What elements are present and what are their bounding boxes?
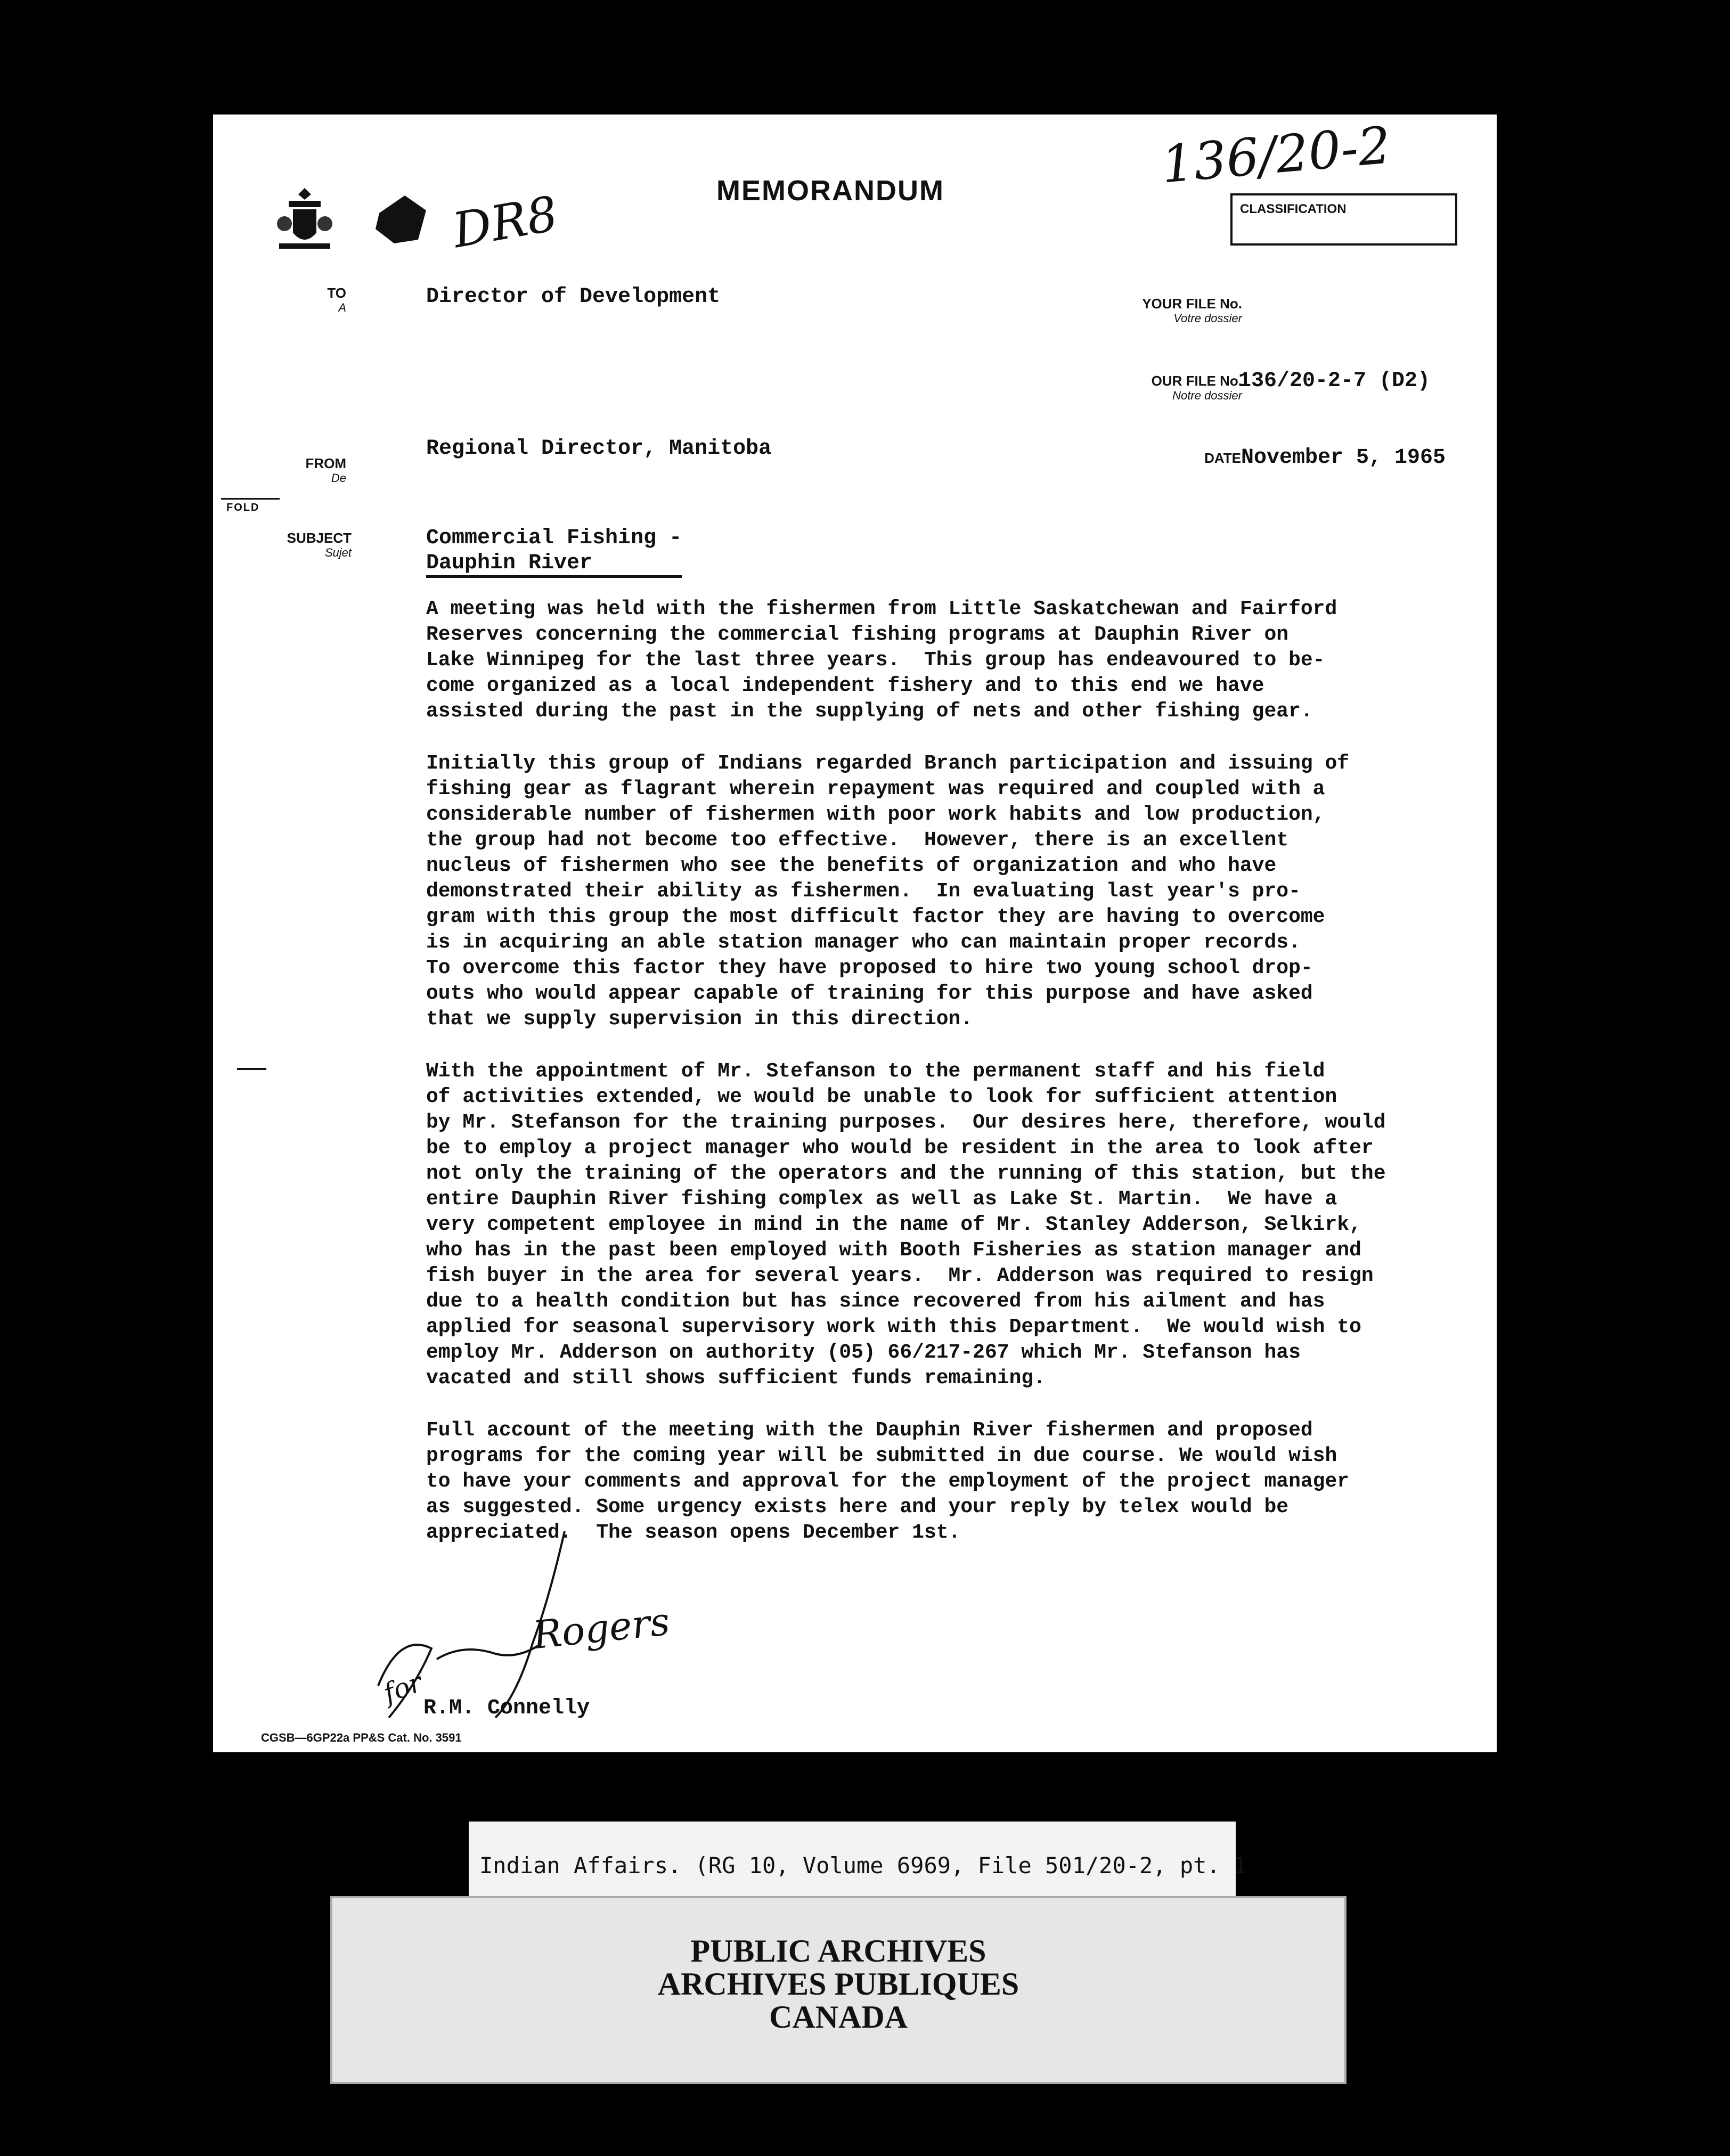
your-file-label-en: YOUR FILE No. bbox=[1142, 296, 1242, 312]
paragraph-1: A meeting was held with the fishermen from Little Saskatchewan and Fairford Reserves concerning the commercial fishing programs at Dauphin River on Lake Winnipeg for the last three years. This group has endeavoured to be- come organized as a local independent fishery and to this end we have assisted during the past in the supplying of nets and other fishing gear. bbox=[426, 598, 1337, 723]
our-file-label bbox=[1076, 373, 1242, 403]
subject-line-1: Commercial Fishing - bbox=[426, 526, 682, 550]
paragraph-2: Initially this group of Indians regarded Branch participation and issuing of fishing gear as flagrant wherein repayment was required and coupled with a considerable number of fishermen with poor work habits and low production, the group had not become too effective. However, there is an excellent nucleus of fishermen who see the benefits of organization and who have demonstrated their ability as fishermen. In evaluating last year's pro- gram with this group the most difficult factor they are having to overcome is in acquiring an able station manager who can maintain proper records. To overcome this factor they have proposed to hire two young school drop- outs who would appear capable of training for this purpose and have asked that we supply supervision in this direction. bbox=[426, 752, 1350, 1031]
torn-spot-mark bbox=[373, 189, 431, 248]
signature-for: for bbox=[379, 1667, 427, 1709]
memo-title: MEMORANDUM bbox=[716, 175, 944, 207]
stamp-line-3: CANADA bbox=[769, 1999, 908, 2035]
date-label: DATE bbox=[1204, 450, 1241, 466]
memo-sheet bbox=[213, 115, 1497, 1752]
from-value: Regional Director, Manitoba bbox=[426, 437, 772, 461]
handwritten-dr8: DR8 bbox=[448, 185, 562, 259]
classification-label: CLASSIFICATION bbox=[1240, 202, 1347, 216]
handwritten-file-number: 136/20-2 bbox=[1158, 115, 1393, 195]
public-archives-stamp bbox=[330, 1896, 1347, 2084]
from-label-en: FROM bbox=[305, 455, 346, 471]
fold-line bbox=[221, 498, 280, 500]
your-file-label bbox=[1023, 296, 1242, 325]
margin-tick bbox=[237, 1068, 266, 1070]
signature-handwritten: Rogers bbox=[531, 1598, 672, 1658]
stamp-line-1: PUBLIC ARCHIVES bbox=[690, 1933, 986, 1969]
signer-name: R.M. Connelly bbox=[423, 1696, 590, 1720]
to-label-en: TO bbox=[327, 285, 346, 301]
from-label-fr: De bbox=[331, 471, 346, 485]
fold-label: FOLD bbox=[226, 502, 260, 513]
subject-label-en: SUBJECT bbox=[287, 530, 352, 546]
to-label bbox=[309, 285, 346, 315]
subject-label bbox=[282, 530, 352, 560]
our-file-label-en: OUR FILE No. bbox=[1151, 373, 1242, 389]
memo-body bbox=[426, 597, 1386, 1572]
paragraph-4: Full account of the meeting with the Dauphin River fishermen and proposed programs for the coming year will be submitted in due course. We would wish to have your comments and approval for the employment of the project manager as suggested. Some urgency exists here and your reply by telex would be appreciated. The season opens December 1st. bbox=[426, 1419, 1350, 1544]
our-file-label-fr: Notre dossier bbox=[1172, 389, 1242, 402]
subject-underline bbox=[426, 575, 682, 578]
your-file-label-fr: Votre dossier bbox=[1173, 312, 1242, 325]
coat-of-arms-icon bbox=[273, 184, 337, 258]
subject-label-fr: Sujet bbox=[324, 546, 352, 559]
date-value: November 5, 1965 bbox=[1241, 446, 1446, 470]
stamp-line-2: ARCHIVES PUBLIQUES bbox=[657, 1966, 1019, 2002]
to-value: Director of Development bbox=[426, 285, 721, 309]
to-label-fr: A bbox=[338, 301, 346, 314]
form-code: CGSB—6GP22a PP&S Cat. No. 3591 bbox=[261, 1731, 462, 1744]
archive-reference-text: Indian Affairs. (RG 10, Volume 6969, File 501/20-2, pt. 1 bbox=[479, 1852, 1247, 1879]
from-label bbox=[293, 455, 346, 485]
paragraph-3: With the appointment of Mr. Stefanson to the permanent staff and his field of activities extended, we would be unable to look for sufficient attention by Mr. Stefanson for the training purposes. Our desires here, therefore, would be to employ a project manager who would be resident in the area to look after not only the training of the operators and the running of this station, but the entire Dauphin River fishing complex as well as Lake St. Martin. We have a very competent employee in mind in the name of Mr. Stanley Adderson, Selkirk, who has in the past been employed with Booth Fisheries as station manager and fish buyer in the area for several years. Mr. Adderson was required to resign due to a health condition but has since recovered from his ailment and has applied for seasonal supervisory work with this Department. We would wish to employ Mr. Adderson on authority (05) 66/217-267 which Mr. Stefanson has vacated and still shows sufficient funds remaining. bbox=[426, 1060, 1386, 1390]
subject-line-2: Dauphin River bbox=[426, 551, 593, 575]
our-file-value: 136/20-2-7 (D2) bbox=[1238, 369, 1431, 393]
classification-box bbox=[1230, 193, 1457, 246]
